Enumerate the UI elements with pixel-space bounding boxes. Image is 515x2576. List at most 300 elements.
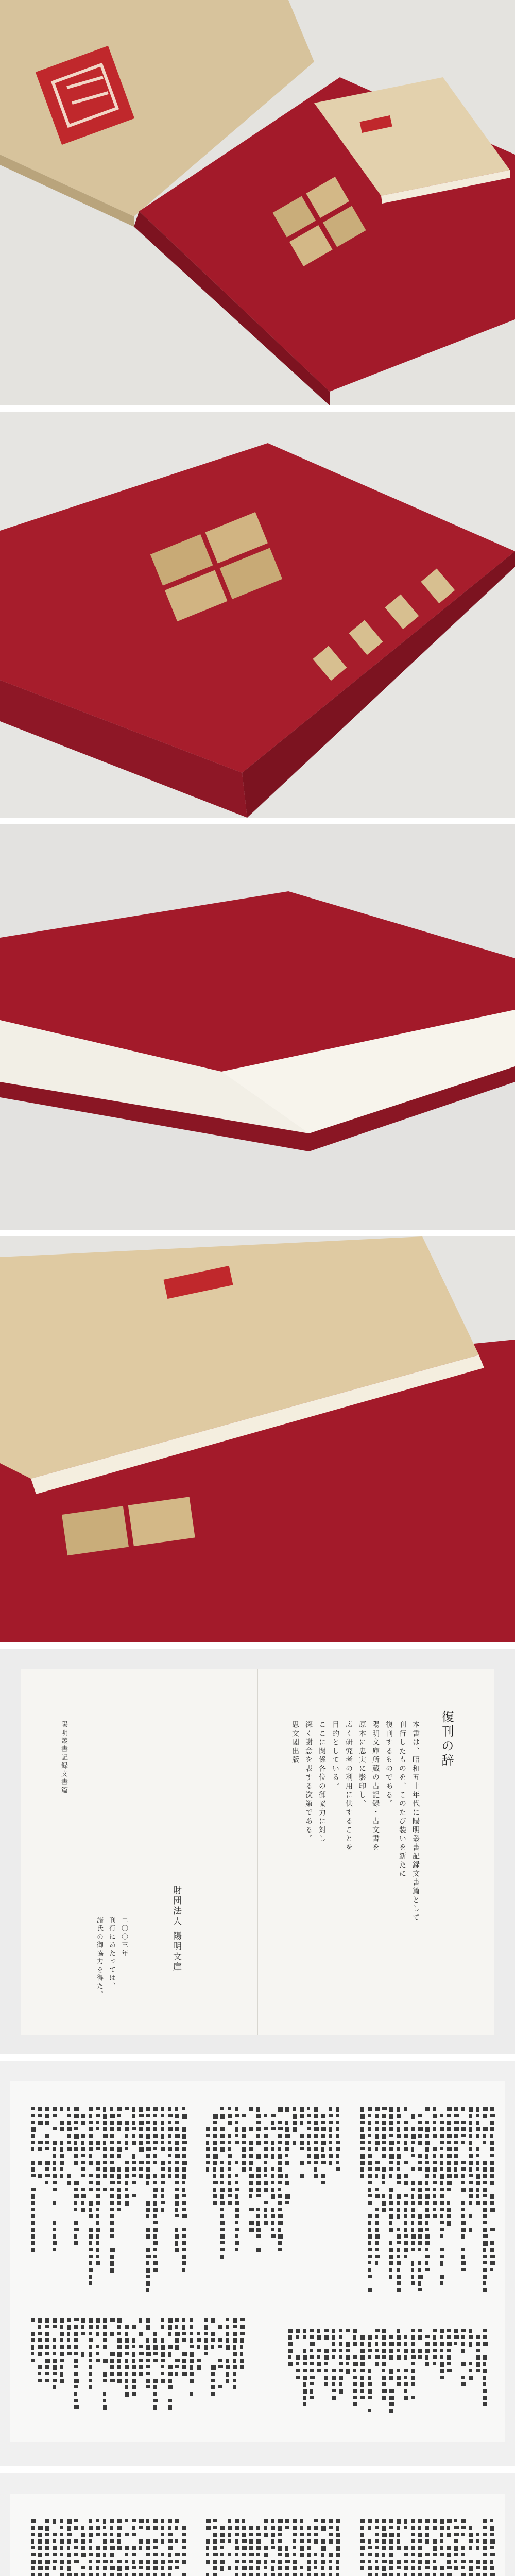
printed-glyph — [38, 2114, 42, 2117]
printed-glyph — [310, 2335, 314, 2339]
printed-glyph — [461, 2349, 465, 2353]
printed-glyph — [132, 2519, 136, 2522]
printed-glyph — [389, 2147, 393, 2151]
printed-glyph — [293, 2546, 296, 2549]
printed-glyph — [321, 2161, 326, 2164]
printed-glyph — [110, 2127, 114, 2131]
printed-glyph — [103, 2533, 107, 2536]
printed-glyph — [182, 2365, 186, 2369]
printed-glyph — [103, 2539, 107, 2544]
printed-glyph — [117, 2188, 121, 2192]
printed-glyph — [89, 2573, 93, 2576]
printed-glyph — [461, 2174, 465, 2178]
printed-glyph — [139, 2372, 143, 2376]
printed-glyph — [368, 2519, 372, 2523]
printed-glyph — [447, 2214, 451, 2218]
printed-glyph — [146, 2553, 150, 2556]
printed-glyph — [53, 2181, 57, 2184]
printed-glyph — [53, 2127, 57, 2130]
printed-glyph — [454, 2127, 459, 2131]
printed-glyph — [336, 2134, 339, 2138]
printed-glyph — [271, 2228, 274, 2231]
printed-glyph — [285, 2161, 289, 2165]
printed-glyph — [146, 2201, 150, 2206]
printed-glyph — [125, 2107, 129, 2110]
printed-glyph — [103, 2566, 107, 2570]
printed-glyph — [461, 2553, 465, 2556]
printed-glyph — [411, 2141, 415, 2144]
printed-glyph — [81, 2167, 85, 2171]
colophon-line: 深く謝意を表する次第である。 — [304, 1721, 313, 1843]
printed-glyph — [483, 2174, 487, 2178]
printed-glyph — [375, 2519, 379, 2523]
printed-glyph — [132, 2560, 135, 2564]
printed-glyph — [89, 2560, 92, 2563]
printed-glyph — [264, 2573, 267, 2576]
printed-glyph — [303, 2355, 307, 2360]
printed-glyph — [103, 2121, 107, 2125]
printed-glyph — [89, 2332, 92, 2335]
printed-glyph — [211, 2379, 215, 2382]
printed-glyph — [38, 2352, 42, 2356]
printed-glyph — [307, 2121, 311, 2124]
printed-glyph — [271, 2533, 275, 2537]
printed-glyph — [175, 2526, 178, 2530]
printed-glyph — [89, 2345, 92, 2349]
colophon-small-label: 陽明叢書記録文書篇 — [60, 1721, 67, 1795]
printed-glyph — [110, 2365, 114, 2369]
printed-glyph — [375, 2114, 379, 2118]
printed-glyph — [303, 2396, 306, 2400]
printed-glyph — [440, 2553, 444, 2556]
printed-glyph — [161, 2379, 165, 2383]
printed-glyph — [368, 2546, 372, 2549]
printed-glyph — [31, 2338, 35, 2342]
printed-glyph — [139, 2121, 144, 2125]
printed-glyph — [404, 2194, 408, 2197]
printed-glyph — [228, 2121, 232, 2125]
printed-glyph — [45, 2573, 49, 2576]
printed-glyph — [240, 2325, 245, 2329]
printed-glyph — [96, 2221, 99, 2225]
printed-glyph — [411, 2566, 415, 2570]
printed-glyph — [389, 2188, 393, 2192]
printed-glyph — [382, 2147, 386, 2151]
printed-glyph — [310, 2355, 314, 2359]
printed-glyph — [125, 2332, 128, 2336]
printed-glyph — [182, 2573, 186, 2576]
printed-glyph — [161, 2181, 165, 2184]
printed-glyph — [368, 2349, 372, 2352]
printed-glyph — [67, 2134, 71, 2138]
printed-glyph — [89, 2268, 93, 2272]
printed-glyph — [271, 2194, 275, 2199]
printed-glyph — [190, 2325, 193, 2329]
printed-glyph — [483, 2382, 486, 2386]
printed-glyph — [96, 2325, 99, 2329]
printed-glyph — [175, 2332, 180, 2336]
printed-glyph — [285, 2154, 288, 2157]
printed-glyph — [285, 2560, 290, 2563]
printed-glyph — [132, 2161, 136, 2164]
printed-glyph — [139, 2365, 143, 2369]
printed-glyph — [74, 2208, 77, 2211]
printed-glyph — [53, 2345, 56, 2349]
printed-glyph — [476, 2174, 480, 2179]
printed-glyph — [375, 2533, 379, 2536]
printed-glyph — [53, 2188, 57, 2191]
printed-glyph — [117, 2127, 121, 2131]
printed-glyph — [375, 2121, 379, 2124]
printed-glyph — [117, 2154, 121, 2158]
printed-glyph — [139, 2114, 144, 2117]
printed-glyph — [397, 2107, 400, 2112]
printed-glyph — [440, 2208, 444, 2211]
printed-glyph — [278, 2214, 283, 2218]
printed-glyph — [74, 2539, 78, 2543]
printed-glyph — [433, 2329, 437, 2332]
printed-glyph — [285, 2127, 289, 2132]
printed-glyph — [278, 2121, 282, 2124]
printed-glyph — [110, 2141, 114, 2144]
printed-glyph — [256, 2539, 261, 2544]
printed-glyph — [168, 2385, 173, 2389]
printed-glyph — [296, 2376, 300, 2379]
printed-glyph — [67, 2147, 72, 2151]
printed-glyph — [153, 2134, 158, 2138]
printed-glyph — [389, 2154, 394, 2159]
printed-glyph — [242, 2134, 246, 2138]
printed-glyph — [213, 2566, 217, 2570]
printed-glyph — [389, 2355, 393, 2360]
printed-glyph — [81, 2161, 85, 2164]
printed-glyph — [314, 2154, 319, 2159]
printed-glyph — [60, 2566, 63, 2570]
printed-glyph — [67, 2141, 71, 2144]
printed-glyph — [161, 2318, 164, 2322]
printed-glyph — [300, 2174, 304, 2178]
printed-glyph — [447, 2208, 451, 2212]
printed-glyph — [397, 2161, 400, 2165]
printed-glyph — [264, 2167, 267, 2172]
printed-glyph — [404, 2255, 407, 2258]
printed-glyph — [382, 2335, 386, 2340]
printed-glyph — [146, 2318, 150, 2323]
printed-glyph — [404, 2396, 408, 2400]
printed-glyph — [132, 2379, 136, 2383]
printed-glyph — [146, 2248, 150, 2252]
printed-glyph — [440, 2161, 443, 2165]
printed-glyph — [235, 2194, 238, 2199]
printed-glyph — [307, 2573, 311, 2576]
printed-glyph — [440, 2174, 444, 2179]
printed-glyph — [382, 2201, 386, 2206]
printed-glyph — [411, 2228, 414, 2232]
printed-glyph — [490, 2121, 494, 2125]
printed-glyph — [264, 2553, 268, 2557]
printed-glyph — [307, 2127, 311, 2130]
printed-glyph — [483, 2167, 487, 2172]
printed-glyph — [161, 2147, 165, 2151]
printed-glyph — [53, 2553, 57, 2556]
printed-glyph — [483, 2181, 487, 2184]
printed-glyph — [60, 2154, 64, 2158]
printed-glyph — [249, 2560, 253, 2563]
printed-glyph — [211, 2345, 214, 2349]
printed-glyph — [433, 2214, 437, 2218]
printed-glyph — [103, 2318, 107, 2323]
printed-glyph — [110, 2181, 115, 2184]
printed-glyph — [53, 2379, 57, 2382]
printed-glyph — [447, 2519, 452, 2523]
printed-glyph — [38, 2553, 42, 2557]
printed-glyph — [483, 2369, 487, 2373]
printed-glyph — [418, 2275, 423, 2279]
printed-glyph — [433, 2362, 436, 2365]
printed-glyph — [132, 2546, 136, 2550]
printed-glyph — [288, 2329, 293, 2333]
printed-glyph — [447, 2553, 451, 2557]
printed-glyph — [103, 2546, 107, 2550]
printed-glyph — [146, 2281, 150, 2286]
printed-glyph — [31, 2228, 35, 2232]
printed-glyph — [53, 2234, 56, 2239]
printed-glyph — [249, 2573, 253, 2576]
printed-glyph — [103, 2345, 107, 2349]
printed-glyph — [382, 2349, 386, 2353]
printed-glyph — [454, 2342, 457, 2345]
printed-glyph — [461, 2228, 466, 2232]
colophon-line: 刊行したものを、このたび装いを新たに — [398, 1721, 406, 1878]
printed-glyph — [153, 2141, 158, 2144]
printed-glyph — [360, 2349, 365, 2353]
printed-glyph — [117, 2352, 122, 2357]
printed-glyph — [404, 2208, 407, 2212]
printed-glyph — [440, 2519, 444, 2524]
printed-glyph — [96, 2533, 100, 2536]
printed-glyph — [346, 2349, 350, 2352]
printed-glyph — [425, 2539, 429, 2544]
printed-glyph — [117, 2318, 122, 2323]
printed-glyph — [300, 2161, 304, 2165]
printed-glyph — [213, 2147, 217, 2151]
printed-glyph — [447, 2362, 451, 2365]
printed-glyph — [329, 2127, 332, 2132]
printed-glyph — [96, 2345, 99, 2348]
printed-glyph — [175, 2345, 179, 2350]
printed-glyph — [31, 2345, 34, 2350]
printed-glyph — [389, 2546, 393, 2550]
printed-glyph — [153, 2519, 158, 2523]
printed-glyph — [329, 2566, 332, 2570]
printed-glyph — [461, 2546, 465, 2550]
printed-glyph — [440, 2141, 444, 2144]
printed-glyph — [256, 2141, 261, 2145]
printed-glyph — [476, 2566, 480, 2569]
printed-glyph — [264, 2221, 268, 2225]
printed-glyph — [153, 2261, 158, 2265]
printed-glyph — [117, 2107, 122, 2111]
printed-glyph — [397, 2573, 400, 2576]
printed-glyph — [182, 2332, 186, 2335]
printed-glyph — [293, 2127, 297, 2132]
printed-glyph — [469, 2560, 473, 2563]
printed-glyph — [226, 2379, 229, 2383]
printed-glyph — [303, 2362, 307, 2365]
printed-glyph — [368, 2389, 372, 2394]
printed-glyph — [103, 2107, 106, 2112]
printed-glyph — [110, 2526, 113, 2530]
printed-glyph — [418, 2248, 421, 2251]
printed-glyph — [31, 2167, 35, 2172]
printed-glyph — [469, 2121, 472, 2125]
printed-glyph — [411, 2362, 415, 2365]
printed-glyph — [375, 2174, 378, 2178]
printed-glyph — [433, 2519, 437, 2523]
printed-glyph — [375, 2342, 378, 2346]
printed-glyph — [418, 2261, 421, 2265]
printed-glyph — [300, 2526, 303, 2530]
printed-glyph — [206, 2134, 210, 2137]
printed-glyph — [233, 2379, 236, 2382]
printed-glyph — [336, 2546, 340, 2551]
printed-glyph — [271, 2114, 276, 2117]
printed-glyph — [146, 2372, 150, 2375]
printed-glyph — [418, 2546, 422, 2550]
printed-glyph — [425, 2147, 429, 2152]
printed-glyph — [96, 2208, 99, 2211]
printed-glyph — [256, 2134, 260, 2138]
printed-glyph — [293, 2114, 297, 2119]
printed-glyph — [168, 2573, 171, 2576]
printed-glyph — [425, 2127, 430, 2132]
printed-glyph — [235, 2214, 239, 2218]
printed-glyph — [197, 2359, 201, 2362]
printed-glyph — [375, 2546, 379, 2549]
printed-glyph — [31, 2114, 35, 2117]
printed-glyph — [81, 2566, 85, 2569]
printed-glyph — [228, 2519, 231, 2523]
printed-glyph — [146, 2228, 150, 2232]
printed-glyph — [440, 2234, 443, 2238]
printed-glyph — [411, 2281, 415, 2285]
printed-glyph — [490, 2553, 495, 2556]
printed-glyph — [411, 2201, 415, 2205]
printed-glyph — [132, 2526, 135, 2530]
printed-glyph — [411, 2560, 415, 2563]
printed-glyph — [285, 2546, 288, 2551]
printed-glyph — [368, 2566, 372, 2570]
printed-glyph — [60, 2379, 64, 2383]
printed-glyph — [397, 2349, 400, 2352]
printed-glyph — [117, 2359, 121, 2363]
printed-glyph — [433, 2349, 437, 2352]
printed-glyph — [425, 2519, 430, 2523]
printed-glyph — [182, 2228, 186, 2231]
printed-glyph — [293, 2533, 297, 2536]
printed-glyph — [146, 2359, 150, 2362]
printed-glyph — [256, 2234, 261, 2238]
printed-glyph — [278, 2248, 282, 2251]
printed-glyph — [461, 2566, 465, 2569]
printed-glyph — [81, 2526, 84, 2530]
printed-glyph — [175, 2181, 179, 2184]
printed-glyph — [204, 2325, 208, 2330]
printed-glyph — [329, 2573, 332, 2576]
printed-glyph — [353, 2382, 357, 2386]
printed-glyph — [490, 2560, 493, 2564]
printed-glyph — [168, 2325, 172, 2330]
printed-glyph — [382, 2566, 386, 2571]
printed-glyph — [45, 2566, 49, 2570]
printed-glyph — [368, 2107, 372, 2111]
printed-glyph — [332, 2396, 336, 2400]
printed-glyph — [103, 2161, 107, 2164]
printed-glyph — [293, 2566, 297, 2570]
printed-glyph — [483, 2228, 487, 2232]
printed-glyph — [389, 2275, 392, 2279]
printed-glyph — [307, 2560, 311, 2564]
colophon-body — [288, 1721, 422, 1989]
printed-glyph — [483, 2335, 487, 2339]
printed-glyph — [175, 2167, 179, 2172]
printed-glyph — [425, 2161, 429, 2164]
printed-glyph — [53, 2147, 56, 2151]
printed-glyph — [53, 2352, 56, 2355]
printed-glyph — [220, 2167, 224, 2172]
printed-glyph — [454, 2174, 458, 2178]
printed-glyph — [103, 2519, 106, 2524]
printed-glyph — [324, 2362, 328, 2365]
printed-glyph — [110, 2261, 114, 2266]
printed-glyph — [110, 2114, 115, 2118]
printed-glyph — [425, 2167, 430, 2172]
printed-glyph — [404, 2553, 408, 2556]
printed-glyph — [125, 2181, 128, 2185]
printed-glyph — [38, 2332, 42, 2335]
printed-glyph — [332, 2382, 335, 2386]
printed-glyph — [96, 2214, 99, 2218]
printed-glyph — [256, 2154, 261, 2159]
printed-glyph — [336, 2526, 339, 2531]
printed-glyph — [211, 2392, 215, 2396]
printed-glyph — [483, 2355, 487, 2360]
printed-glyph — [461, 2248, 465, 2251]
printed-glyph — [278, 2107, 283, 2112]
printed-glyph — [110, 2221, 114, 2225]
printed-glyph — [404, 2389, 407, 2393]
printed-glyph — [368, 2161, 372, 2165]
printed-glyph — [161, 2372, 164, 2375]
printed-glyph — [310, 2376, 315, 2379]
printed-glyph — [264, 2161, 267, 2164]
printed-glyph — [411, 2248, 415, 2251]
printed-glyph — [339, 2369, 343, 2372]
printed-glyph — [368, 2174, 372, 2178]
printed-glyph — [190, 2345, 194, 2348]
printed-glyph — [411, 2396, 415, 2399]
printed-glyph — [307, 2533, 311, 2536]
printed-glyph — [67, 2560, 71, 2564]
printed-glyph — [110, 2359, 114, 2363]
printed-glyph — [303, 2329, 306, 2333]
printed-glyph — [168, 2405, 172, 2410]
printed-glyph — [447, 2342, 452, 2346]
printed-glyph — [447, 2161, 451, 2165]
printed-glyph — [74, 2114, 79, 2118]
printed-glyph — [483, 2342, 488, 2346]
colophon-line: 広く研究者の利用に供することを — [345, 1721, 353, 1852]
